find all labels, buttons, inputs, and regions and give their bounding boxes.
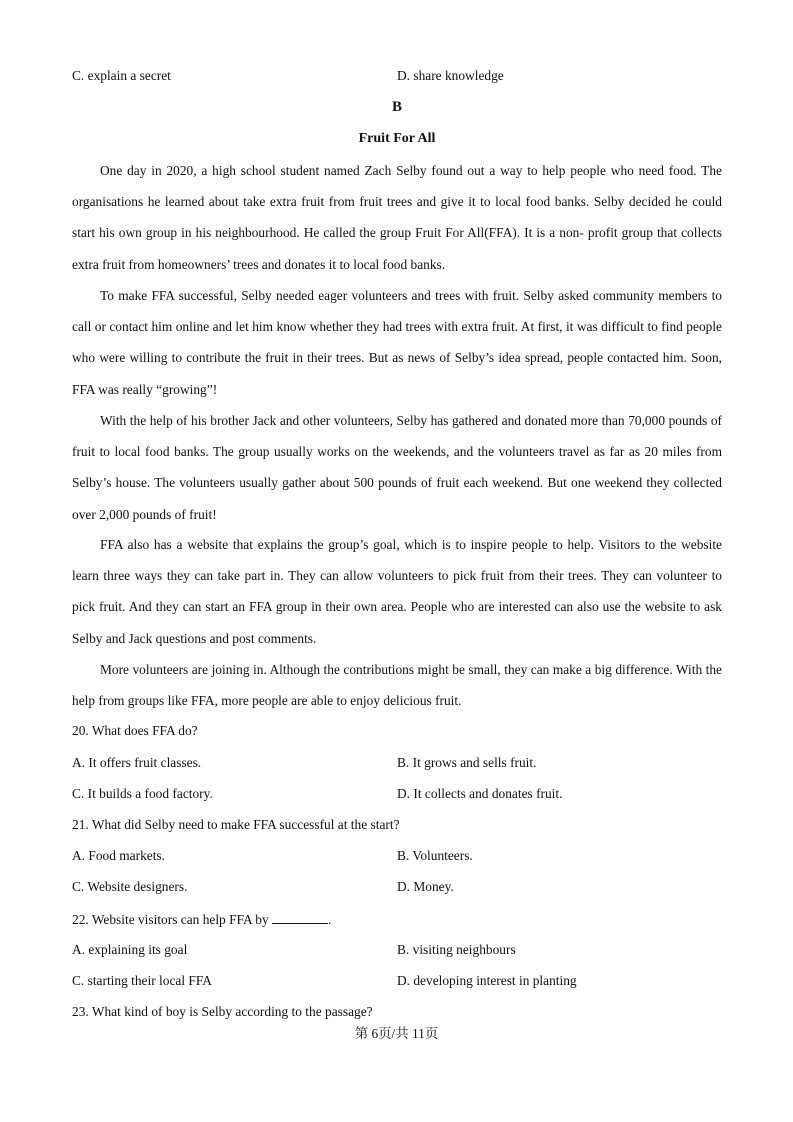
- question-21-option-c: C. Website designers.: [72, 879, 188, 894]
- question-20-option-d: D. It collects and donates fruit.: [397, 786, 563, 801]
- question-21-stem: 21. What did Selby need to make FFA successful at the start?: [72, 817, 400, 832]
- question-22-option-c: C. starting their local FFA: [72, 973, 212, 988]
- question-23-stem: 23. What kind of boy is Selby according to the passage?: [72, 1004, 373, 1019]
- question-22-stem-period: .: [328, 912, 332, 927]
- question-20-option-b: B. It grows and sells fruit.: [397, 755, 537, 770]
- paragraph-5: More volunteers are joining in. Although the contributions might be small, they can make a big difference. With the help from groups like FFA, more people are able to enjoy delicious fruit.: [72, 662, 722, 709]
- question-22-option-a: A. explaining its goal: [72, 942, 188, 957]
- page-footer: 第 6页/共 11页: [354, 1026, 439, 1041]
- passage-title: Fruit For All: [358, 131, 436, 146]
- question-22-option-b: B. visiting neighbours: [397, 942, 516, 957]
- answer-blank: [272, 911, 328, 924]
- section-letter: B: [391, 99, 402, 115]
- question-21-option-b: B. Volunteers.: [397, 848, 473, 863]
- prev-option-c: C. explain a secret: [72, 68, 171, 83]
- paragraph-1: One day in 2020, a high school student named Zach Selby found out a way to help people who need food. The organisations he learned about take extra fruit from fruit trees and give it to local food banks. Selby decided he could start his own group in his neighbourhood. He called the group Fruit For All(FFA). It is a non- profit group that collects extra fruit from homeowners’ trees and donates it to local food banks.: [72, 163, 722, 272]
- prev-option-d: D. share knowledge: [397, 68, 504, 83]
- question-21-option-d: D. Money.: [397, 879, 454, 894]
- question-20-option-a: A. It offers fruit classes.: [72, 755, 202, 770]
- question-20-stem: 20. What does FFA do?: [72, 723, 198, 738]
- paragraph-4: FFA also has a website that explains the group’s goal, which is to inspire people to help. Visitors to the website learn three ways they can take part in. They can allow volunteers to pick fruit from their trees. They can volunteer to pick fruit. And they can start an FFA group in their own area. People who are interested can also use the website to ask Selby and Jack questions and post comments.: [72, 537, 722, 646]
- question-22-option-d: D. developing interest in planting: [397, 973, 577, 988]
- paragraph-3: With the help of his brother Jack and other volunteers, Selby has gathered and donated more than 70,000 pounds of fruit to local food banks. The group usually works on the weekends, and the volunteers travel as far as 20 miles from Selby’s house. The volunteers usually gather about 500 pounds of fruit each weekend. But one weekend they collected over 2,000 pounds of fruit!: [72, 413, 722, 522]
- question-22-stem: [72, 911, 331, 928]
- question-22-stem-text: 22. Website visitors can help FFA by: [72, 912, 269, 927]
- question-21-option-a: A. Food markets.: [72, 848, 165, 863]
- question-20-option-c: C. It builds a food factory.: [72, 786, 213, 801]
- paragraph-2: To make FFA successful, Selby needed eager volunteers and trees with fruit. Selby asked community members to call or contact him online and let him know whether they had trees with extra fruit. At first, it was difficult to find people who were willing to contribute the fruit in their trees. But as news of Selby’s idea spread, people contacted him. Soon, FFA was really “growing”!: [72, 288, 722, 397]
